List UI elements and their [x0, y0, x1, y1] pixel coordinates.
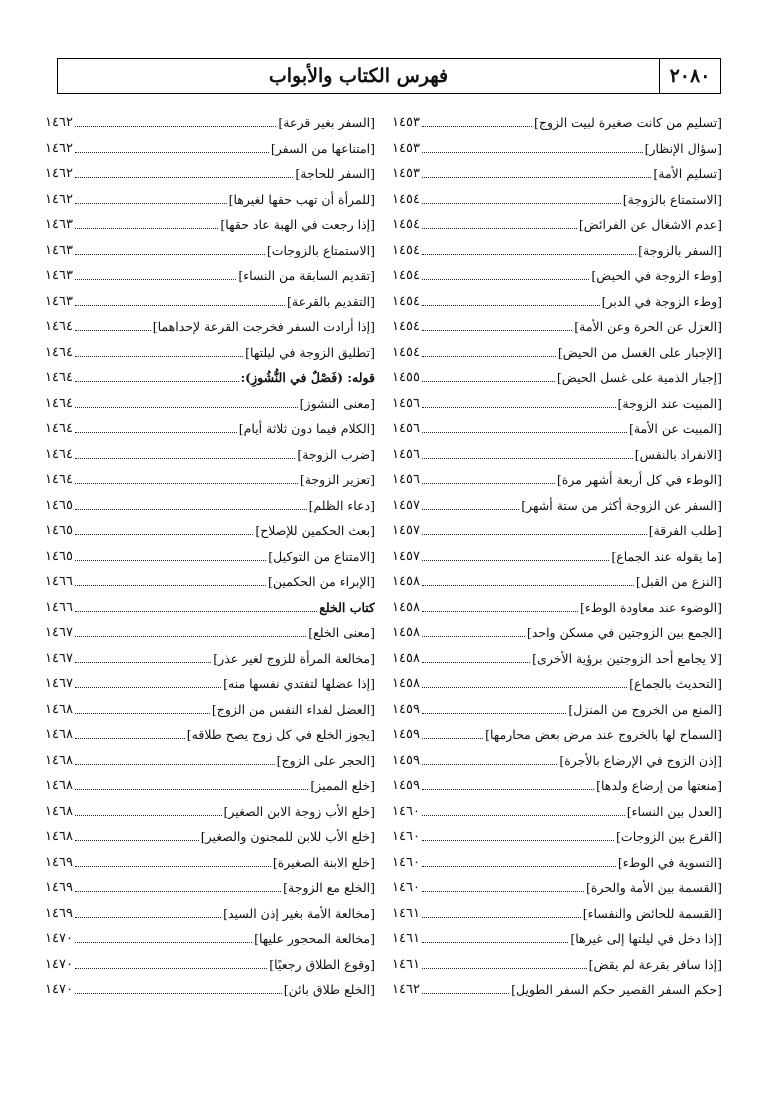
dot-leader — [422, 279, 589, 280]
index-page-number: ١٤٦٧ — [45, 625, 73, 641]
index-page-number: ١٤٥٤ — [392, 191, 420, 207]
dot-leader — [75, 254, 265, 255]
dot-leader — [75, 636, 306, 637]
index-page-number: ١٤٦٤ — [45, 370, 73, 386]
index-entry — [392, 136, 722, 162]
index-entry-text: [إجبار الذمية على غسل الحيض] — [556, 370, 722, 386]
index-entry-text: [الإجبار على الغسل من الحيض] — [557, 344, 722, 360]
index-heading-text: قوله: (فَصْلٌ في النُّشُوزِ): — [240, 370, 375, 386]
index-page-number: ١٤٥٣ — [392, 166, 420, 182]
dot-leader — [75, 279, 236, 280]
index-entry — [392, 212, 722, 238]
dot-leader — [422, 356, 556, 357]
index-page-number: ١٤٦٣ — [45, 293, 73, 309]
index-entry-text: [منعتها من إرضاع ولدها] — [596, 778, 722, 794]
index-page-number: ١٤٦٤ — [45, 421, 73, 437]
index-entry — [45, 467, 375, 493]
index-entry — [45, 161, 375, 187]
index-page-number: ١٤٦٠ — [392, 880, 420, 896]
index-entry-text: [الخلع طلاق بائن] — [283, 982, 375, 998]
index-page-number: ١٤٥٩ — [392, 778, 420, 794]
index-entry-text: [إذا سافر بقرعة لم يقض] — [588, 956, 722, 972]
dot-leader — [422, 968, 587, 969]
index-entry — [392, 926, 722, 952]
index-page-number: ١٤٦٣ — [45, 268, 73, 284]
index-page-number: ١٤٧٠ — [45, 982, 73, 998]
dot-leader — [422, 483, 555, 484]
index-entry-text: [خلع الأب للابن للمجنون والصغير] — [200, 829, 375, 845]
dot-leader — [75, 713, 210, 714]
index-entry — [392, 518, 722, 544]
dot-leader — [422, 126, 532, 127]
index-page-number: ١٤٦٩ — [45, 880, 73, 896]
index-entry-text: [الإبراء من الحكمين] — [267, 574, 375, 590]
index-entry-text: [الكلام فيما دون ثلاثة أيام] — [238, 421, 375, 437]
index-entry — [45, 493, 375, 519]
index-entry-text: [حكم السفر القصير حكم السفر الطويل] — [511, 982, 722, 998]
dot-leader — [422, 228, 577, 229]
index-page-number: ١٤٦٧ — [45, 676, 73, 692]
index-entry — [45, 518, 375, 544]
index-entry — [392, 850, 722, 876]
index-entry — [45, 340, 375, 366]
index-page-number: ١٤٥٤ — [392, 293, 420, 309]
index-entry-text: [تعزير الزوجة] — [299, 472, 375, 488]
dot-leader — [75, 177, 293, 178]
index-column-left — [45, 110, 375, 1003]
index-page-number: ١٤٦٠ — [392, 854, 420, 870]
index-entry-text: [الاستمتاع بالزوجة] — [622, 191, 722, 207]
index-entry-text: [التقديم بالقرعة] — [287, 293, 375, 309]
index-entry — [45, 824, 375, 850]
dot-leader — [75, 560, 266, 561]
dot-leader — [75, 356, 243, 357]
index-page-number: ١٤٦٨ — [45, 701, 73, 717]
dot-leader — [75, 534, 253, 535]
index-entry — [392, 875, 722, 901]
index-entry — [392, 340, 722, 366]
index-entry-text: [النزع من القبل] — [635, 574, 722, 590]
index-entry — [45, 595, 375, 621]
index-entry — [392, 544, 722, 570]
index-page-number: ١٤٦٤ — [45, 344, 73, 360]
index-page-number: ١٤٥٨ — [392, 574, 420, 590]
dot-leader — [75, 381, 239, 382]
index-entry — [392, 467, 722, 493]
index-entry — [392, 187, 722, 213]
index-page-number: ١٤٥٦ — [392, 395, 420, 411]
index-entry-text: [سؤال الإنظار] — [644, 140, 722, 156]
dot-leader — [75, 687, 221, 688]
dot-leader — [422, 407, 616, 408]
dot-leader — [75, 738, 185, 739]
index-entry-text: [الوطء في كل أربعة أشهر مرة] — [556, 472, 722, 488]
index-page-number: ١٤٧٠ — [45, 956, 73, 972]
page-title: فهرس الكتاب والأبواب — [268, 65, 449, 87]
index-page-number: ١٤٧٠ — [45, 931, 73, 947]
index-entry — [392, 952, 722, 978]
index-entry — [45, 289, 375, 315]
index-page-number: ١٤٦٩ — [45, 854, 73, 870]
index-entry — [45, 136, 375, 162]
index-page-number: ١٤٥٣ — [392, 115, 420, 131]
dot-leader — [422, 917, 581, 918]
index-page-number: ١٤٥٨ — [392, 625, 420, 641]
index-entry — [45, 620, 375, 646]
index-entry — [392, 722, 722, 748]
index-page-number: ١٤٦٣ — [45, 242, 73, 258]
index-entry-text: [الخلع مع الزوجة] — [283, 880, 375, 896]
dot-leader — [422, 611, 578, 612]
index-entry — [45, 365, 375, 391]
index-page-number: ١٤٦٠ — [392, 829, 420, 845]
dot-leader — [75, 968, 267, 969]
index-page-number: ١٤٥٤ — [392, 268, 420, 284]
index-entry-text: [امتناعها من السفر] — [270, 140, 375, 156]
index-entry — [45, 212, 375, 238]
index-entry — [392, 416, 722, 442]
index-page-number: ١٤٦٦ — [45, 574, 73, 590]
dot-leader — [422, 866, 616, 867]
index-entry — [45, 314, 375, 340]
index-page-number: ١٤٦٥ — [45, 523, 73, 539]
index-entry-text: [الجمع بين الزوجتين في مسكن واحد] — [526, 625, 722, 641]
index-entry-text: [السفر للحاجة] — [295, 166, 375, 182]
dot-leader — [75, 789, 308, 790]
index-entry — [392, 314, 722, 340]
dot-leader — [75, 228, 218, 229]
index-entry — [392, 799, 722, 825]
index-entry — [392, 263, 722, 289]
dot-leader — [422, 254, 636, 255]
dot-leader — [75, 126, 276, 127]
dot-leader — [422, 636, 525, 637]
dot-leader — [422, 509, 519, 510]
dot-leader — [75, 432, 237, 433]
index-entry — [45, 697, 375, 723]
index-page-number: ١٤٦٨ — [45, 752, 73, 768]
index-page-number: ١٤٦٤ — [45, 472, 73, 488]
index-page-number: ١٤٥٨ — [392, 599, 420, 615]
dot-leader — [422, 305, 600, 306]
index-page-number: ١٤٦٩ — [45, 905, 73, 921]
index-entry-text: [المنع من الخروج من المنزل] — [568, 701, 722, 717]
index-entry-text: [القرع بين الزوجات] — [616, 829, 722, 845]
index-heading-text: كتاب الخلع — [319, 599, 375, 615]
index-page-number: ١٤٥٤ — [392, 319, 420, 335]
index-page-number: ١٤٥٦ — [392, 472, 420, 488]
dot-leader — [422, 560, 609, 561]
index-page-number: ١٤٥٨ — [392, 650, 420, 666]
dot-leader — [422, 458, 633, 459]
index-page-number: ١٤٦١ — [392, 956, 420, 972]
index-page-number: ١٤٦٨ — [45, 778, 73, 794]
index-entry-text: [خلع الابنة الصغيرة] — [272, 854, 375, 870]
index-page-number: ١٤٥٧ — [392, 548, 420, 564]
index-page-number: ١٤٦٨ — [45, 829, 73, 845]
dot-leader — [422, 942, 568, 943]
dot-leader — [422, 152, 643, 153]
dot-leader — [75, 840, 199, 841]
index-entry — [392, 620, 722, 646]
index-entry — [45, 391, 375, 417]
index-page-number: ١٤٦١ — [392, 905, 420, 921]
index-entry-text: [تسليم من كانت صغيرة لبيت الزوج] — [534, 115, 722, 131]
index-entry — [392, 493, 722, 519]
dot-leader — [75, 509, 307, 510]
index-entry — [392, 595, 722, 621]
index-entry-text: [عدم الاشغال عن الفرائض] — [578, 217, 722, 233]
index-entry — [45, 263, 375, 289]
index-entry-text: [بعث الحكمين للإصلاح] — [255, 523, 375, 539]
index-page-number: ١٤٦٢ — [45, 166, 73, 182]
dot-leader — [75, 458, 295, 459]
dot-leader — [422, 713, 566, 714]
index-entry-text: [التسوية في الوطء] — [617, 854, 722, 870]
index-entry-text: [الحجر على الزوج] — [276, 752, 375, 768]
index-entry — [392, 110, 722, 136]
index-page-number: ١٤٥٣ — [392, 140, 420, 156]
index-entry — [45, 646, 375, 672]
index-entry — [45, 187, 375, 213]
dot-leader — [75, 585, 266, 586]
index-page-number: ١٤٦٢ — [45, 191, 73, 207]
index-entry — [392, 773, 722, 799]
index-entry-text: [العضل لفداء النفس من الزوج] — [211, 701, 375, 717]
dot-leader — [422, 662, 530, 663]
index-entry-text: [خلع الأب زوجة الابن الصغير] — [223, 803, 375, 819]
index-column-right — [392, 110, 722, 1003]
dot-leader — [422, 764, 557, 765]
index-entry-text: [السفر عن الزوجة أكثر من ستة أشهر] — [521, 497, 722, 513]
index-entry-text: [وطء الزوجة في الحيض] — [591, 268, 722, 284]
index-entry — [45, 722, 375, 748]
index-entry-text: [المبيت عن الأمة] — [629, 421, 722, 437]
dot-leader — [75, 330, 151, 331]
index-page-number: ١٤٥٤ — [392, 217, 420, 233]
page-number: ٢٠٨٠ — [659, 59, 720, 93]
index-entry-text: [مخالعة الأمة بغير إذن السيد] — [223, 905, 375, 921]
dot-leader — [422, 432, 627, 433]
index-entry — [392, 238, 722, 264]
index-entry — [45, 544, 375, 570]
index-entry-text: [مخالعة المرأة للزوج لغير عذر] — [213, 650, 375, 666]
index-entry — [45, 926, 375, 952]
index-entry-text: [لا يجامع أحد الزوجتين برؤية الأخرى] — [532, 650, 722, 666]
index-entry — [45, 952, 375, 978]
index-entry-text: [القسمة بين الأمة والحرة] — [586, 880, 722, 896]
index-page-number: ١٤٥٤ — [392, 344, 420, 360]
dot-leader — [75, 891, 281, 892]
index-page-number: ١٤٥٦ — [392, 446, 420, 462]
index-entry-text: [معنى النشوز] — [299, 395, 375, 411]
dot-leader — [75, 407, 298, 408]
index-entry — [392, 697, 722, 723]
index-entry-text: [تطليق الزوجة في ليلتها] — [245, 344, 375, 360]
index-page-number: ١٤٦٤ — [45, 319, 73, 335]
index-page-number: ١٤٦٨ — [45, 727, 73, 743]
index-entry-text: [إذا أرادت السفر فخرجت القرعة لإحداهما] — [152, 319, 375, 335]
index-page-number: ١٤٦٥ — [45, 497, 73, 513]
index-entry-text: [التحديث بالجماع] — [629, 676, 722, 692]
index-entry — [45, 773, 375, 799]
index-entry — [392, 671, 722, 697]
index-entry-text: [الامتناع من التوكيل] — [268, 548, 375, 564]
index-page-number: ١٤٦٢ — [392, 982, 420, 998]
index-entry-text: [تسليم الأمة] — [653, 166, 722, 182]
index-entry-text: [يجوز الخلع في كل زوج يصح طلاقه] — [186, 727, 375, 743]
index-entry-text: [العزل عن الحرة وعن الأمة] — [574, 319, 722, 335]
index-entry-text: [خلع المميز] — [310, 778, 375, 794]
index-entry — [392, 748, 722, 774]
index-entry-text: [إذا عضلها لتفتدي نفسها منه] — [223, 676, 375, 692]
index-entry — [45, 569, 375, 595]
index-entry-text: [السفر بغير قرعة] — [278, 115, 375, 131]
index-entry-text: [مخالعة المحجور عليها] — [254, 931, 375, 947]
dot-leader — [422, 585, 634, 586]
dot-leader — [422, 891, 584, 892]
index-entry — [45, 416, 375, 442]
dot-leader — [75, 483, 298, 484]
dot-leader — [75, 662, 211, 663]
dot-leader — [422, 738, 483, 739]
index-page-number: ١٤٦٣ — [45, 217, 73, 233]
dot-leader — [422, 534, 647, 535]
index-entry-text: [الانفراد بالنفس] — [634, 446, 722, 462]
index-entry — [392, 161, 722, 187]
dot-leader — [422, 789, 594, 790]
index-entry — [45, 875, 375, 901]
index-page-number: ١٤٦٧ — [45, 650, 73, 666]
dot-leader — [422, 815, 625, 816]
index-entry-text: [الوضوء عند معاودة الوطء] — [579, 599, 722, 615]
index-entry — [392, 289, 722, 315]
index-entry-text: [السفر بالزوجة] — [638, 242, 722, 258]
index-page-number: ١٤٥٩ — [392, 701, 420, 717]
index-page-number: ١٤٥٧ — [392, 523, 420, 539]
index-entry — [392, 646, 722, 672]
dot-leader — [422, 993, 509, 994]
dot-leader — [422, 330, 572, 331]
dot-leader — [75, 917, 221, 918]
dot-leader — [75, 815, 222, 816]
index-page-number: ١٤٥٩ — [392, 752, 420, 768]
index-entry — [45, 850, 375, 876]
index-page-number: ١٤٥٤ — [392, 242, 420, 258]
index-entry — [45, 110, 375, 136]
index-entry-text: [إذا رجعت في الهبة عاد حقها] — [220, 217, 375, 233]
dot-leader — [422, 177, 651, 178]
dot-leader — [75, 764, 275, 765]
index-page-number: ١٤٦٠ — [392, 803, 420, 819]
index-entry — [45, 799, 375, 825]
page-header — [57, 58, 721, 94]
index-page-number: ١٤٦٨ — [45, 803, 73, 819]
index-entry-text: [إذا دخل في ليلتها إلى غيرها] — [570, 931, 722, 947]
dot-leader — [75, 993, 282, 994]
index-page-number: ١٤٦٤ — [45, 395, 73, 411]
index-entry — [45, 977, 375, 1003]
index-entry-text: [دعاء الظلم] — [308, 497, 375, 513]
index-entry-text: [القسمة للحائض والنفساء] — [582, 905, 722, 921]
index-page-number: ١٤٦٢ — [45, 140, 73, 156]
index-entry-text: [معنى الخلع] — [308, 625, 375, 641]
index-entry-text: [إذن الزوج في الإرضاع بالأجرة] — [559, 752, 722, 768]
index-entry — [45, 238, 375, 264]
index-page-number: ١٤٦٥ — [45, 548, 73, 564]
dot-leader — [422, 687, 627, 688]
index-page-number: ١٤٥٦ — [392, 421, 420, 437]
index-entry — [45, 442, 375, 468]
index-page-number: ١٤٦٦ — [45, 599, 73, 615]
index-page-number: ١٤٥٧ — [392, 497, 420, 513]
index-entry — [45, 748, 375, 774]
index-entry-text: [الاستمتاع بالزوجات] — [266, 242, 375, 258]
index-page-number: ١٤٦٢ — [45, 115, 73, 131]
dot-leader — [75, 611, 317, 612]
index-entry — [392, 365, 722, 391]
index-page-number: ١٤٦٤ — [45, 446, 73, 462]
dot-leader — [75, 152, 269, 153]
dot-leader — [75, 942, 252, 943]
dot-leader — [75, 866, 271, 867]
index-entry-text: [للمرأة أن تهب حقها لغيرها] — [228, 191, 375, 207]
index-entry — [392, 442, 722, 468]
index-entry — [45, 671, 375, 697]
index-entry-text: [طلب الفرقة] — [648, 523, 722, 539]
index-entry-text: [وقوع الطلاق رجعيًا] — [269, 956, 375, 972]
index-page-number: ١٤٥٥ — [392, 370, 420, 386]
index-entry-text: [ضرب الزوجة] — [297, 446, 375, 462]
index-entry — [392, 977, 722, 1003]
index-entry-text: [ما يقوله عند الجماع] — [611, 548, 722, 564]
index-entry — [392, 824, 722, 850]
index-entry — [392, 391, 722, 417]
index-page-number: ١٤٦١ — [392, 931, 420, 947]
index-entry-text: [العدل بين النساء] — [626, 803, 722, 819]
index-entry — [392, 569, 722, 595]
index-entry-text: [السماح لها بالخروج عند مرض بعض محارمها] — [485, 727, 722, 743]
dot-leader — [422, 203, 621, 204]
index-page-number: ١٤٥٨ — [392, 676, 420, 692]
dot-leader — [75, 203, 227, 204]
dot-leader — [75, 305, 285, 306]
index-page-number: ١٤٥٩ — [392, 727, 420, 743]
index-entry — [45, 901, 375, 927]
dot-leader — [422, 381, 555, 382]
index-entry-text: [وطء الزوجة في الدبر] — [601, 293, 722, 309]
index-entry-text: [المبيت عند الزوجة] — [617, 395, 722, 411]
index-entry — [392, 901, 722, 927]
index-entry-text: [تقديم السابقة من النساء] — [238, 268, 375, 284]
dot-leader — [422, 840, 614, 841]
